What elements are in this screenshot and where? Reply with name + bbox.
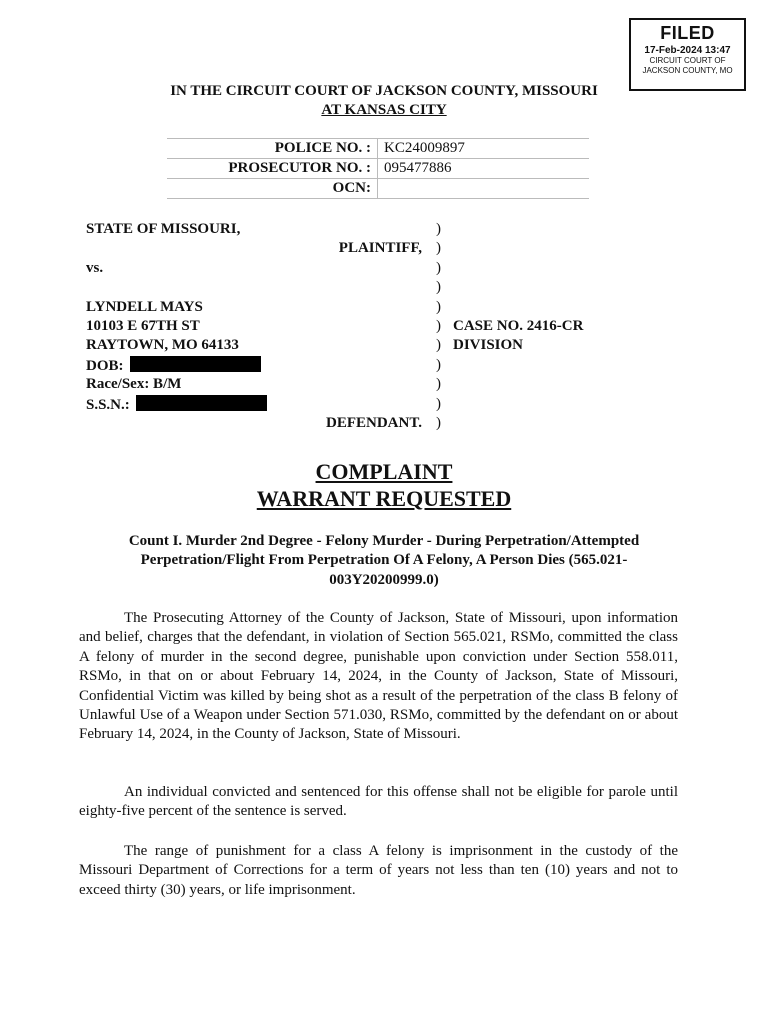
paren: ) bbox=[436, 240, 441, 257]
paren: ) bbox=[436, 221, 441, 237]
police-no-label: POLICE NO. : bbox=[167, 139, 378, 159]
punishment-paragraph bbox=[79, 842, 678, 900]
ssn-label: S.S.N.: bbox=[86, 396, 130, 413]
punishment-text: The range of punishment for a class A felony is imprisonment in the custody of the Missouri Department of Corrections for a term of years not less than ten (10) years and not to exceed thirty (30) years, or life imprisonment. bbox=[79, 843, 678, 898]
paren: ) bbox=[436, 356, 441, 373]
filed-stamp bbox=[629, 18, 746, 91]
prosecutor-no-value: 095477886 bbox=[378, 159, 590, 179]
charge-text: The Prosecuting Attorney of the County of Jackson, State of Missouri, upon information and belief, charges that the defendant, in violation of Section 565.021, RSMo, committed the class A felony of murder in the second degree, punishable upon conviction under Section 558.011, RSMo, in that on or about February 14, 2024, in the County of Jackson, State of Missouri, Confidential Victim was killed by being shot as a result of the perpetration of the class B felony of Unlawful Use of a Weapon under Section 571.030, RSMo, committed by the defendant on or about February 14, 2024, in the County of Jackson, State of Missouri. bbox=[79, 610, 678, 743]
plaintiff-label: PLAINTIFF, bbox=[338, 240, 422, 257]
prosecutor-no-row bbox=[167, 159, 589, 179]
paren: ) bbox=[436, 279, 441, 296]
dob-redaction bbox=[130, 356, 261, 372]
paren: ) bbox=[436, 395, 441, 412]
division: DIVISION bbox=[453, 337, 524, 354]
defendant-address-2: RAYTOWN, MO 64133 bbox=[86, 337, 239, 354]
document-subtitle: WARRANT REQUESTED bbox=[256, 486, 512, 511]
ssn-redaction bbox=[136, 395, 267, 411]
court-location-text: AT KANSAS CITY bbox=[321, 102, 447, 118]
parole-paragraph bbox=[79, 783, 678, 822]
defendant-label: DEFENDANT. bbox=[326, 414, 422, 431]
ocn-value bbox=[378, 179, 590, 199]
charge-paragraph bbox=[79, 609, 678, 745]
police-no-row bbox=[167, 139, 589, 159]
stamp-title: FILED bbox=[660, 23, 715, 43]
case-number: CASE NO. 2416-CR bbox=[453, 318, 584, 334]
court-heading: IN THE CIRCUIT COURT OF JACKSON COUNTY, MISSOURI bbox=[170, 83, 598, 99]
race-sex: Race/Sex: B/M bbox=[86, 376, 182, 393]
case-caption bbox=[86, 220, 426, 433]
ssn-row bbox=[86, 395, 426, 414]
prosecutor-no-label: PROSECUTOR NO. : bbox=[167, 159, 378, 179]
stamp-court-line-2: JACKSON COUNTY, MO bbox=[642, 65, 733, 75]
caption-spacer bbox=[86, 278, 426, 297]
dob-label: DOB: bbox=[86, 357, 124, 374]
versus: vs. bbox=[86, 259, 104, 276]
parole-text: An individual convicted and sentenced for this offense shall not be eligible for parole until eighty-five percent of the sentence is served. bbox=[79, 784, 678, 820]
paren: ) bbox=[436, 317, 441, 334]
court-location bbox=[0, 102, 768, 119]
defendant-name: LYNDELL MAYS bbox=[86, 298, 203, 315]
paren: ) bbox=[436, 414, 441, 431]
reference-numbers-table bbox=[167, 138, 589, 199]
stamp-court-line-1: CIRCUIT COURT OF bbox=[649, 55, 726, 65]
paren: ) bbox=[436, 337, 441, 354]
dob-row bbox=[86, 356, 426, 375]
stamp-datetime: 17-Feb-2024 13:47 bbox=[644, 44, 731, 56]
caption-divider bbox=[436, 220, 446, 433]
paren: ) bbox=[436, 376, 441, 393]
case-info bbox=[453, 317, 583, 356]
defendant-address-1: 10103 E 67TH ST bbox=[86, 317, 200, 334]
ocn-row bbox=[167, 179, 589, 199]
document-title: COMPLAINT bbox=[315, 459, 453, 484]
ocn-label: OCN: bbox=[167, 179, 378, 199]
paren: ) bbox=[436, 298, 441, 315]
plaintiff-name: STATE OF MISSOURI, bbox=[86, 221, 241, 237]
count-heading: Count I. Murder 2nd Degree - Felony Murder - During Perpetration/Attempted Perpetration/Flight From Perpetration Of A Felony, A Person Dies (565.021-003Y20200999.0) bbox=[128, 533, 640, 588]
police-no-value: KC24009897 bbox=[378, 139, 590, 159]
paren: ) bbox=[436, 259, 441, 276]
